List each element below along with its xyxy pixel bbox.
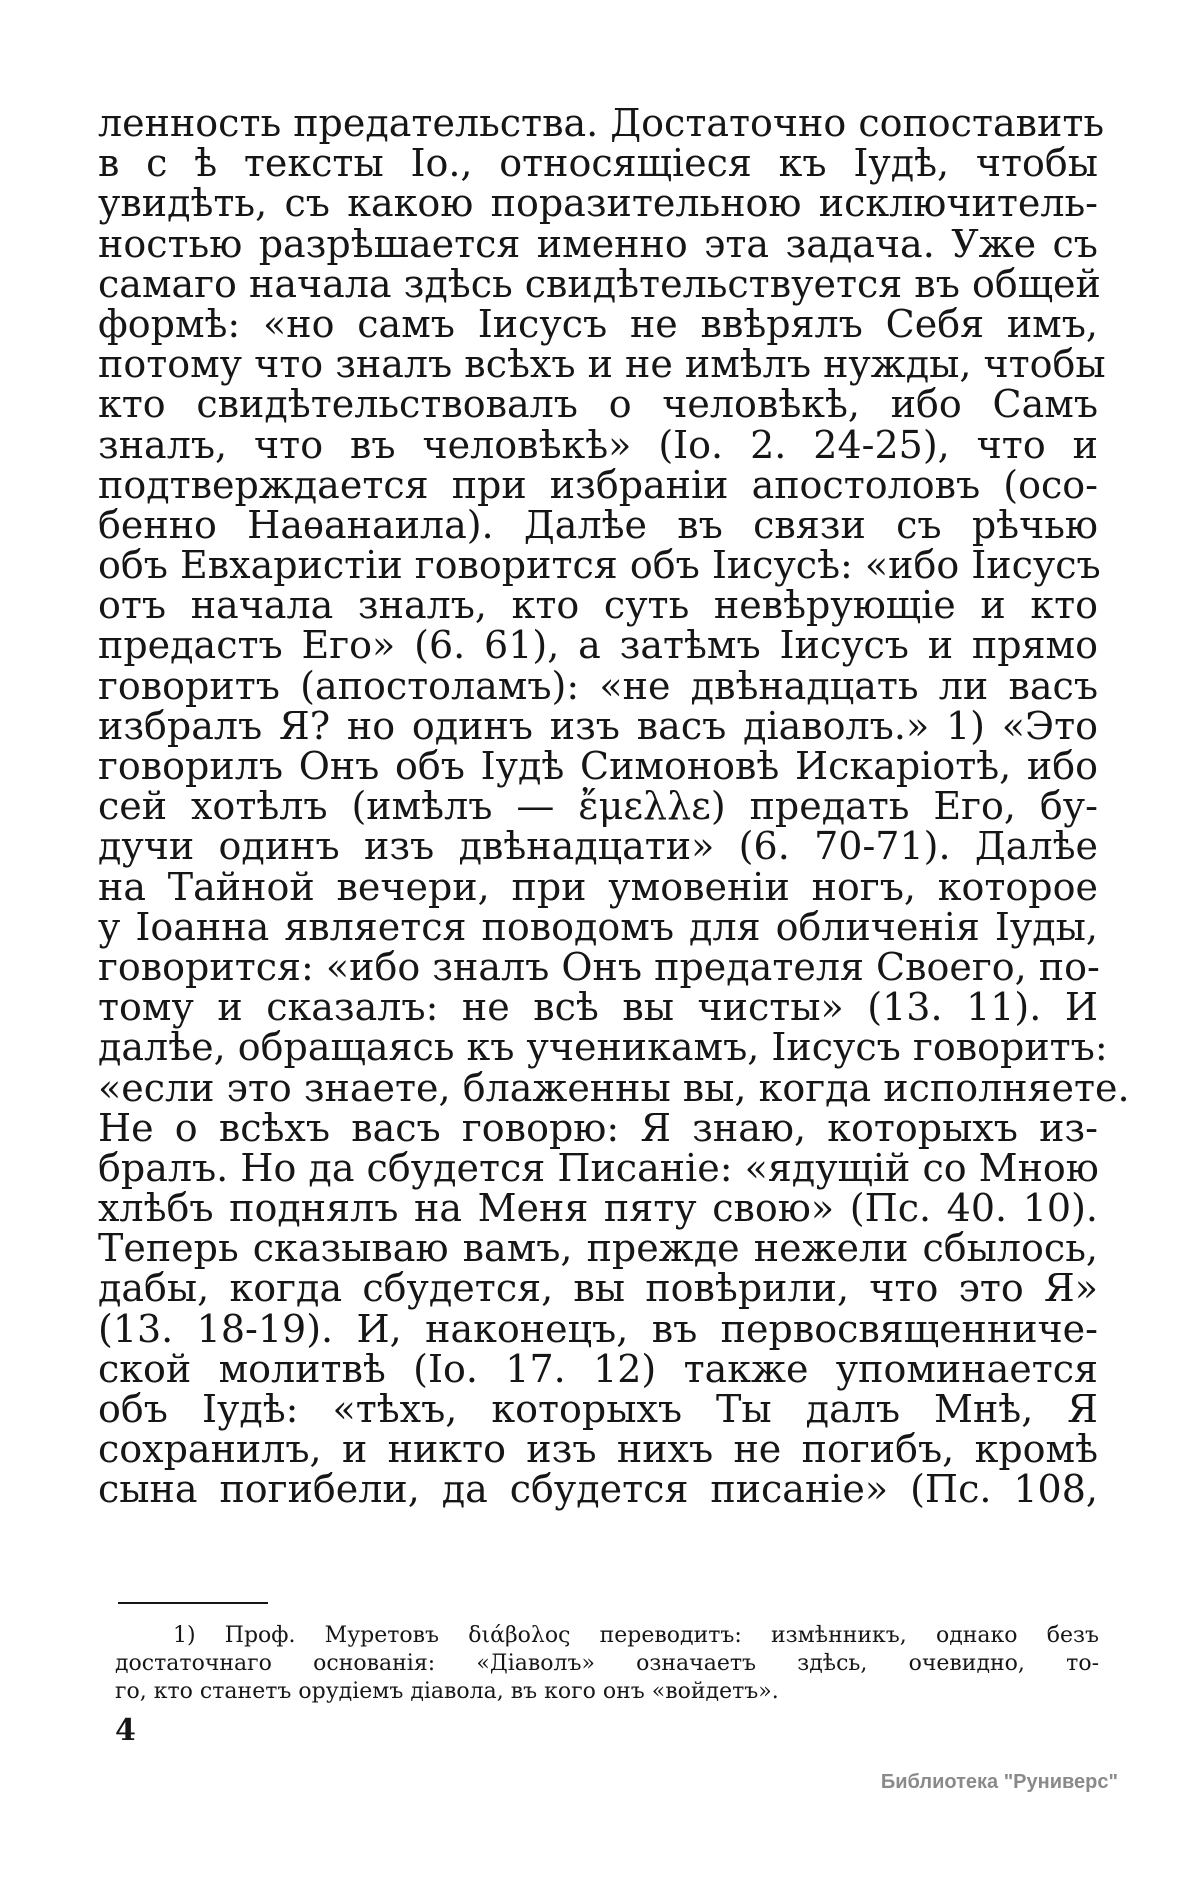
footnote-line: 1) Проф. Муретовъ διάβολος переводитъ: измѣнникъ, однако безъ (173, 1623, 1099, 1648)
library-watermark: Библиотека "Руниверс" (880, 1771, 1118, 1793)
text-line: потому что зналъ всѣхъ и не имѣлъ нужды, чтобы (98, 342, 1106, 387)
text-line: ленность предательства. Достаточно сопоставить (98, 101, 1105, 145)
text-line: тому и сказалъ: не всѣ вы чисты» (13. 11). И (98, 985, 1098, 1030)
footnote-line: достаточнаго основанія: «Діаволъ» означаетъ здѣсь, очевидно, то- (115, 1651, 1099, 1676)
text-line: сохранилъ, и никто изъ нихъ не погибъ, кромѣ (98, 1427, 1098, 1472)
text-line: бенно Наѳанаила). Далѣе въ связи съ рѣчью (98, 502, 1098, 547)
text-line: зналъ, что въ человѣкѣ» (Іо. 2. 24-25), что и (98, 422, 1098, 467)
text-line: на Тайной вечери, при умовеніи ногъ, которое (98, 864, 1098, 909)
text-line: в с ѣ тексты Іо., относящіеся къ Іудѣ, чтобы (98, 141, 1098, 186)
text-line: у Іоанна является поводомъ для обличенія Іуды, (98, 904, 1098, 949)
text-line: предастъ Его» (6. 61), а затѣмъ Іисусъ и прямо (98, 623, 1098, 668)
text-line: объ Евхаристіи говорится объ Іисусѣ: «ибо Іисусъ (98, 543, 1101, 588)
text-line: формѣ: «но самъ Іисусъ не ввѣрялъ Себя имъ, (98, 301, 1098, 346)
page-number: 4 (115, 1713, 136, 1748)
text-line: далѣе, обращаясь къ ученикамъ, Іисусъ говоритъ: (98, 1025, 1108, 1070)
text-line: дабы, когда сбудется, вы повѣрили, что это Я» (98, 1266, 1098, 1311)
text-line: «если это знаете, блаженны вы, когда исполняете. (98, 1065, 1130, 1110)
text-line: отъ начала зналъ, кто суть невѣрующіе и кто (98, 583, 1098, 628)
text-line: ской молитвѣ (Іо. 17. 12) также упоминается (98, 1346, 1098, 1391)
text-line: Теперь сказываю вамъ, прежде нежели сбылось, (98, 1226, 1098, 1271)
text-line: ностью разрѣшается именно эта задача. Уже съ (98, 221, 1098, 266)
text-line: дучи одинъ изъ двѣнадцати» (6. 70-71). Далѣе (98, 824, 1098, 869)
text-line: увидѣть, съ какою поразительною исключитель- (98, 181, 1098, 226)
text-line: говорится: «ибо зналъ Онъ предателя Своего, по- (98, 944, 1100, 989)
footnote-block (115, 1622, 1099, 1706)
footnote-line: го, кто станетъ орудіемъ діавола, въ кого онъ «войдетъ». (115, 1679, 779, 1704)
footnote-separator (118, 1602, 268, 1604)
text-line: хлѣбъ поднялъ на Меня пяту свою» (Пс. 40. 10). (98, 1186, 1098, 1231)
text-line: сына погибели, да сбудется писаніе» (Пс. 108, (98, 1467, 1098, 1512)
text-line: Не о всѣхъ васъ говорю: Я знаю, которыхъ из- (98, 1105, 1098, 1150)
text-line: избралъ Я? но одинъ изъ васъ діаволъ.» 1) «Это (98, 703, 1098, 748)
main-text-block (98, 101, 1130, 1512)
text-line: говорилъ Онъ объ Іудѣ Симоновѣ Искаріотѣ, ибо (98, 744, 1098, 788)
text-line: самаго начала здѣсь свидѣтельствуется въ общей (98, 261, 1101, 306)
text-line: говоритъ (апостоламъ): «не двѣнадцать ли васъ (98, 663, 1098, 708)
text-line: сей хотѣлъ (имѣлъ — ἔμελλε) предать Его, бу- (98, 784, 1098, 829)
text-line: подтверждается при избраніи апостоловъ (осо- (98, 462, 1098, 507)
text-line: бралъ. Но да сбудется Писаніе: «ядущій со Мною (98, 1145, 1099, 1190)
text-line: объ Іудѣ: «тѣхъ, которыхъ Ты далъ Мнѣ, Я (98, 1387, 1098, 1431)
text-line: кто свидѣтельствовалъ о человѣкѣ, ибо Самъ (98, 382, 1098, 427)
text-line: (13. 18-19). И, наконецъ, въ первосвященниче- (98, 1306, 1098, 1351)
